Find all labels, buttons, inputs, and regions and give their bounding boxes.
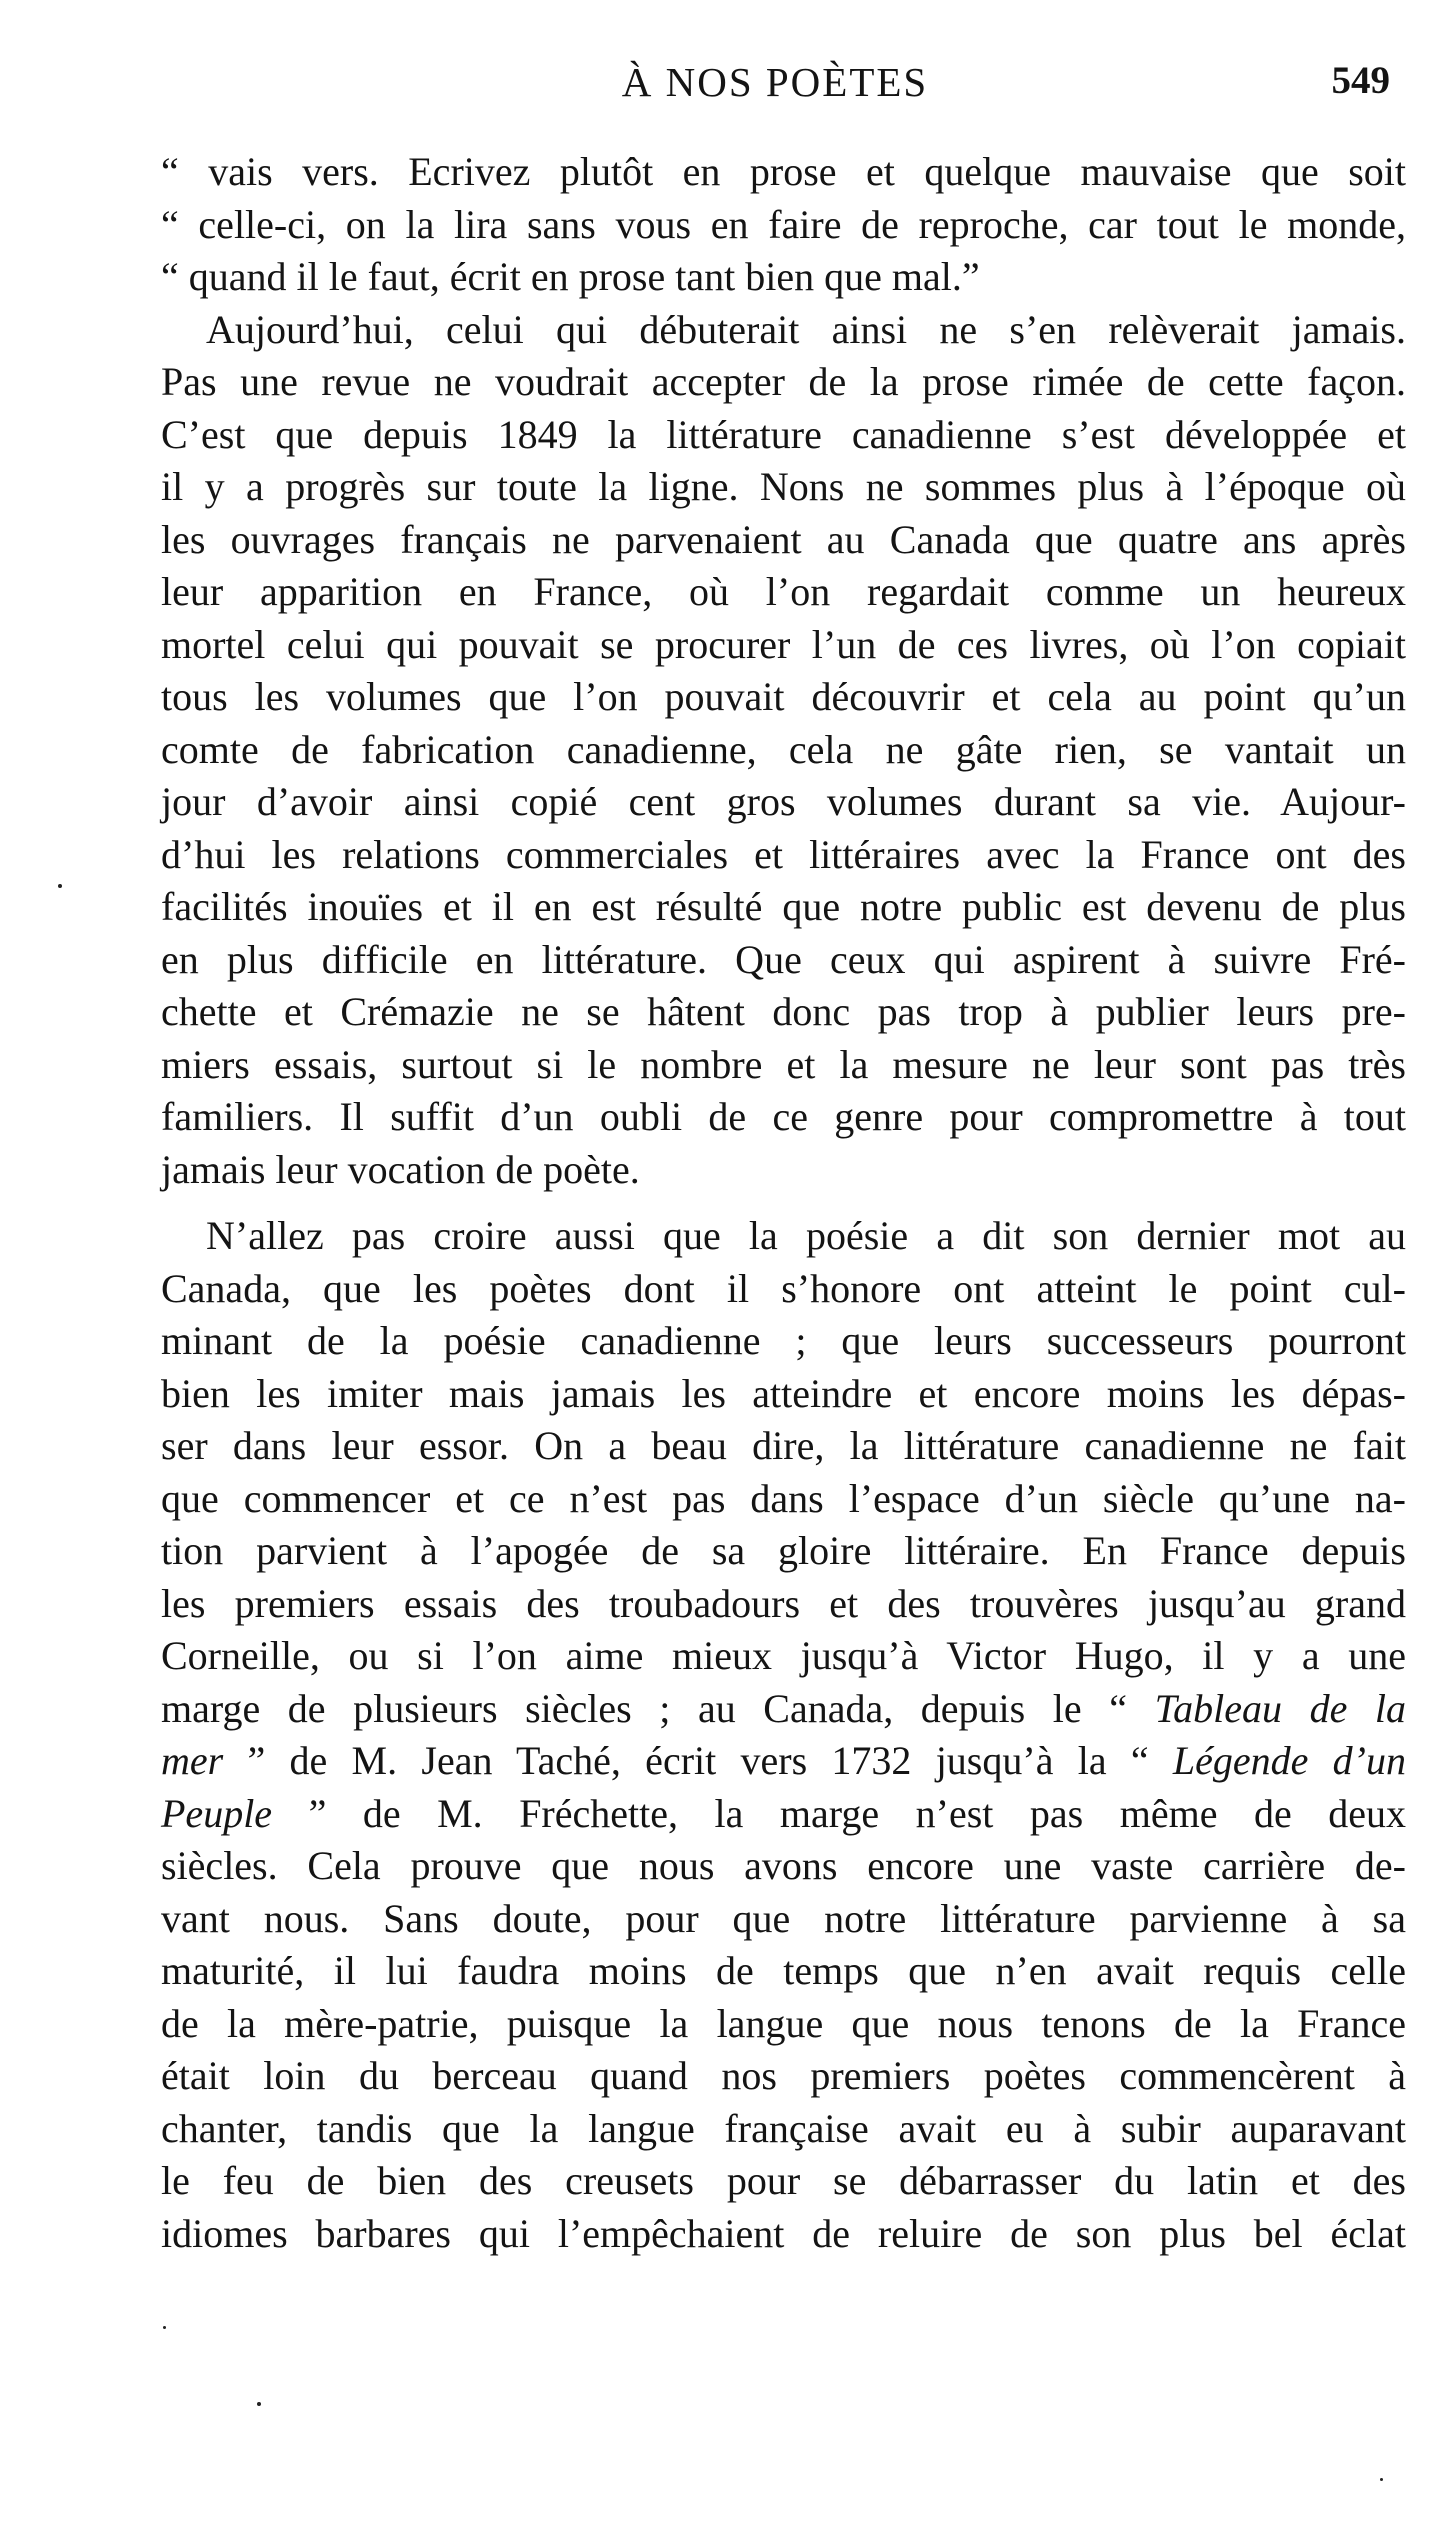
text-line: maturité, il lui faudra moins de temps que n’en avait requis celle: [161, 1948, 1406, 1993]
text-line: chanter, tandis que la langue française avait eu à subir auparavant: [161, 2105, 1406, 2151]
text-line: en plus difficile en littérature. Que ceux qui aspirent à suivre Fré-: [161, 936, 1406, 982]
text-line: Canada, que les poètes dont il s’honore ont atteint le point cul-: [161, 1265, 1406, 1311]
text-line: [161, 1683, 1406, 1736]
italic-title: mer: [161, 1738, 224, 1783]
text-line: comte de fabrication canadienne, cela ne gâte rien, se vantait un: [161, 726, 1406, 772]
text-line: “ quand il le faut, écrit en prose tant bien que mal.”: [161, 254, 980, 299]
text-line: d’hui les relations commerciales et littéraires avec la France ont des: [161, 831, 1406, 877]
text-line: leur apparition en France, où l’on regardait comme un heureux: [161, 569, 1406, 614]
text-line: Corneille, ou si l’on aime mieux jusqu’à Victor Hugo, il y a une: [161, 1633, 1406, 1678]
text-segment: ” de M. Fréchette, la marge n’est pas même de deux: [272, 1790, 1406, 1836]
text-line: facilités inouïes et il en est résulté que notre public est devenu de plus: [161, 884, 1406, 929]
page-header: [160, 52, 1390, 112]
paragraph-gap: [161, 1196, 1406, 1210]
text-line: miers essais, surtout si le nombre et la mesure ne leur sont pas très: [161, 1041, 1406, 1087]
text-line: siècles. Cela prouve que nous avons encore une vaste carrière de-: [161, 1843, 1406, 1888]
text-line: “ celle-ci, on la lira sans vous en faire de reproche, car tout le monde,: [161, 201, 1406, 247]
text-line: tous les volumes que l’on pouvait découvrir et cela au point qu’un: [161, 674, 1406, 719]
scan-speck: [257, 2402, 261, 2406]
text-line: jour d’avoir ainsi copié cent gros volumes durant sa vie. Aujour-: [161, 779, 1406, 824]
text-line: chette et Crémazie ne se hâtent donc pas trop à publier leurs pre-: [161, 989, 1406, 1034]
text-line: Pas une revue ne voudrait accepter de la prose rimée de cette façon.: [161, 359, 1406, 404]
text-line: il y a progrès sur toute la ligne. Nons ne sommes plus à l’époque où: [161, 464, 1406, 509]
text-line: était loin du berceau quand nos premiers poètes commencèrent à: [161, 2053, 1406, 2098]
text-line: de la mère-patrie, puisque la langue que nous tenons de la France: [161, 2000, 1406, 2046]
italic-title: Légende d’un: [1172, 1738, 1407, 1783]
text-line: tion parvient à l’apogée de sa gloire littéraire. En France depuis: [161, 1528, 1406, 1573]
text-segment: ” de M. Jean Taché, écrit vers 1732 jusqu’à la “: [223, 1738, 1173, 1783]
text-line: C’est que depuis 1849 la littérature canadienne s’est développée et: [161, 411, 1406, 457]
scan-speck: [1380, 2478, 1383, 2481]
running-title: À NOS POÈTES: [621, 59, 929, 105]
text-segment: marge de plusieurs siècles ; au Canada, depuis le “: [161, 1685, 1155, 1731]
text-line: “ vais vers. Ecrivez plutôt en prose et quelque mauvaise que soit: [161, 149, 1406, 194]
text-line: bien les imiter mais jamais les atteindre et encore moins les dépas-: [161, 1370, 1406, 1416]
scan-speck: [58, 884, 62, 888]
text-line: [161, 1735, 1406, 1788]
text-line: idiomes barbares qui l’empêchaient de reluire de son plus bel éclat: [161, 2210, 1406, 2256]
italic-title: Tableau de la: [1154, 1685, 1407, 1731]
body-text: [161, 146, 1406, 2260]
italic-title: Peuple: [161, 1790, 273, 1836]
page-number: 549: [1331, 59, 1390, 102]
text-line: familiers. Il suffit d’un oubli de ce genre pour compromettre à tout: [161, 1094, 1406, 1139]
text-line: ser dans leur essor. On a beau dire, la littérature canadienne ne fait: [161, 1423, 1406, 1468]
text-line: les premiers essais des troubadours et des trouvères jusqu’au grand: [161, 1580, 1406, 1626]
text-line: le feu de bien des creusets pour se débarrasser du latin et des: [161, 2158, 1406, 2203]
text-line: que commencer et ce n’est pas dans l’espace d’un siècle qu’une na-: [161, 1475, 1406, 1521]
scan-speck: [163, 2326, 166, 2329]
text-line: [161, 1788, 1406, 1841]
text-line: Aujourd’hui, celui qui débuterait ainsi ne s’en relèverait jamais.: [206, 306, 1406, 352]
text-line: mortel celui qui pouvait se procurer l’un de ces livres, où l’on copiait: [161, 621, 1406, 667]
text-line: vant nous. Sans doute, pour que notre littérature parvienne à sa: [161, 1895, 1406, 1941]
text-line: les ouvrages français ne parvenaient au Canada que quatre ans après: [161, 516, 1406, 562]
text-line: jamais leur vocation de poète.: [161, 1146, 640, 1192]
text-line: N’allez pas croire aussi que la poésie a dit son dernier mot au: [206, 1213, 1406, 1258]
text-line: minant de la poésie canadienne ; que leurs successeurs pourront: [161, 1318, 1406, 1363]
